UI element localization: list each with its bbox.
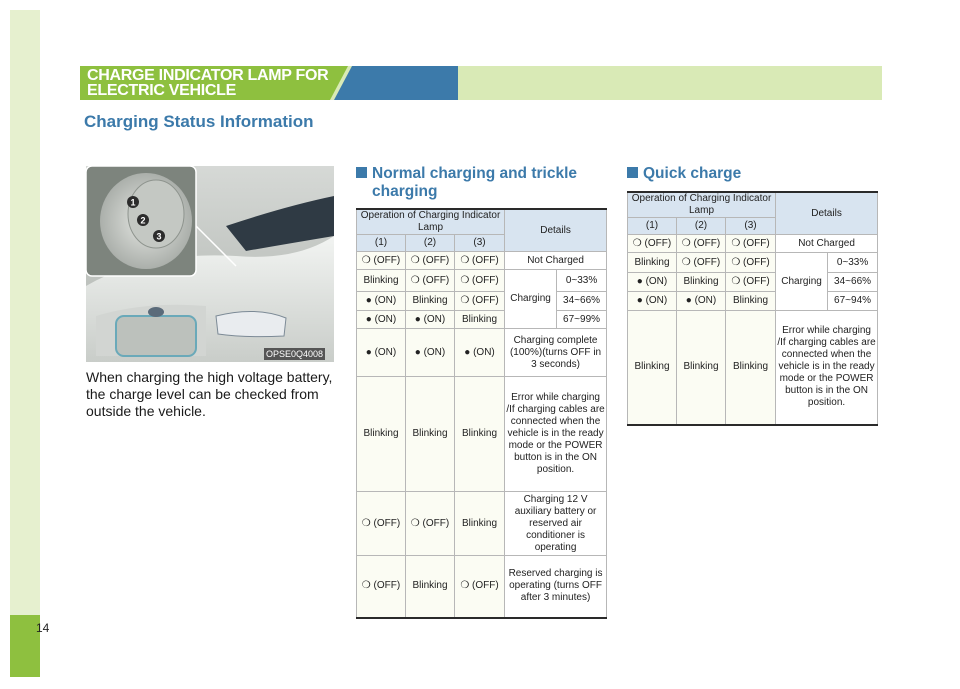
quick-charge-table	[627, 191, 878, 426]
lamp-state: ❍ (OFF)	[357, 556, 406, 618]
table-row	[357, 492, 607, 556]
table-row	[628, 253, 878, 273]
header-title	[87, 68, 328, 98]
percent-cell: 0~33%	[828, 253, 878, 273]
table-row	[628, 292, 878, 311]
lamp-state: Blinking	[455, 311, 505, 329]
percent-cell: 0~33%	[557, 270, 607, 292]
lamp-state: ❍ (OFF)	[357, 252, 406, 270]
square-bullet-icon	[627, 167, 638, 178]
percent-cell: 34~66%	[828, 273, 878, 292]
col2-header: (2)	[406, 235, 455, 252]
lamp-state: ● (ON)	[406, 311, 455, 329]
callout-3: 3	[156, 231, 162, 242]
table-row	[357, 311, 607, 329]
percent-cell: 67~94%	[828, 292, 878, 311]
detail-cell: Charging 12 V auxiliary battery or reserved air conditioner is operating	[505, 492, 607, 556]
col3-header: (3)	[455, 235, 505, 252]
lamp-state: Blinking	[357, 377, 406, 492]
figure-code: OPSE0Q4008	[266, 349, 324, 359]
lamp-state: Blinking	[406, 292, 455, 311]
detail-cell: Not Charged	[776, 235, 878, 253]
details-header: Details	[505, 209, 607, 252]
normal-heading-line2: charging	[372, 183, 438, 200]
table-row	[628, 273, 878, 292]
header-title-line2: ELECTRIC VEHICLE	[87, 82, 236, 99]
header-title-line1: CHARGE INDICATOR LAMP FOR	[87, 67, 329, 84]
lamp-state: Blinking	[455, 377, 505, 492]
lamp-state: Blinking	[677, 311, 726, 425]
callout-2: 2	[140, 215, 146, 226]
details-header: Details	[776, 192, 878, 235]
lamp-state: ❍ (OFF)	[726, 253, 776, 273]
chapter-header	[80, 66, 882, 100]
lamp-state: ● (ON)	[357, 292, 406, 311]
percent-cell: 34~66%	[557, 292, 607, 311]
col2-header: (2)	[677, 218, 726, 235]
charging-label: Charging	[505, 270, 557, 329]
callout-1: 1	[130, 197, 136, 208]
lamp-state: ❍ (OFF)	[406, 492, 455, 556]
table-row	[357, 252, 607, 270]
lamp-state: ● (ON)	[357, 329, 406, 377]
lamp-state: Blinking	[628, 253, 677, 273]
lamp-state: Blinking	[726, 292, 776, 311]
lamp-state: Blinking	[357, 270, 406, 292]
detail-cell: Error while charging /If charging cables are connected when the vehicle is in the ready mode or the POWER button is in the ON position.	[776, 311, 878, 425]
lamp-state: ❍ (OFF)	[406, 252, 455, 270]
col1-header: (1)	[628, 218, 677, 235]
lamp-state: ❍ (OFF)	[406, 270, 455, 292]
detail-cell: Error while charging /If charging cables are connected when the vehicle is in the ready mode or the POWER button is in the ON position.	[505, 377, 607, 492]
lamp-state: ❍ (OFF)	[726, 235, 776, 253]
col1-header: (1)	[357, 235, 406, 252]
lamp-state: Blinking	[406, 556, 455, 618]
lamp-state: ❍ (OFF)	[455, 556, 505, 618]
lamp-state: ❍ (OFF)	[677, 235, 726, 253]
quick-heading-text: Quick charge	[643, 165, 742, 182]
body-text: When charging the high voltage battery, the charge level can be checked from outside the vehicle.	[86, 369, 333, 419]
table-row	[357, 556, 607, 618]
charging-label: Charging	[776, 253, 828, 311]
normal-heading-line1: Normal charging and trickle	[372, 165, 577, 182]
table-row	[357, 292, 607, 311]
lamp-state: Blinking	[628, 311, 677, 425]
lamp-state: ❍ (OFF)	[455, 270, 505, 292]
lamp-state: ❍ (OFF)	[628, 235, 677, 253]
lamp-state: Blinking	[726, 311, 776, 425]
percent-cell: 67~99%	[557, 311, 607, 329]
side-bar	[10, 10, 40, 615]
lamp-state: Blinking	[677, 273, 726, 292]
lamp-state: ● (ON)	[357, 311, 406, 329]
detail-cell: Not Charged	[505, 252, 607, 270]
table-row	[628, 235, 878, 253]
section-title: Charging Status Information	[84, 112, 314, 131]
lamp-state: ● (ON)	[628, 292, 677, 311]
car-illustration	[86, 166, 334, 362]
lamp-state: ❍ (OFF)	[726, 273, 776, 292]
lamp-state: ❍ (OFF)	[677, 253, 726, 273]
lamp-state: ● (ON)	[406, 329, 455, 377]
table-row	[628, 311, 878, 425]
operation-header: Operation of Charging Indicator Lamp	[357, 209, 505, 235]
square-bullet-icon	[356, 167, 367, 178]
normal-charging-heading	[356, 165, 606, 201]
page-number: 14	[36, 621, 50, 635]
col3-header: (3)	[726, 218, 776, 235]
lamp-state: ● (ON)	[455, 329, 505, 377]
lamp-state: Blinking	[455, 492, 505, 556]
normal-charging-table	[356, 208, 607, 619]
detail-cell: Charging complete (100%)(turns OFF in 3 seconds)	[505, 329, 607, 377]
lamp-state: ● (ON)	[677, 292, 726, 311]
table-row	[357, 270, 607, 292]
lamp-state: ❍ (OFF)	[455, 292, 505, 311]
operation-header: Operation of Charging Indicator Lamp	[628, 192, 776, 218]
lamp-state: Blinking	[406, 377, 455, 492]
lamp-state: ● (ON)	[628, 273, 677, 292]
table-row	[357, 377, 607, 492]
lamp-state: ❍ (OFF)	[357, 492, 406, 556]
detail-cell: Reserved charging is operating (turns OFF after 3 minutes)	[505, 556, 607, 618]
quick-charge-heading	[627, 165, 877, 183]
table-row	[357, 329, 607, 377]
lamp-state: ❍ (OFF)	[455, 252, 505, 270]
